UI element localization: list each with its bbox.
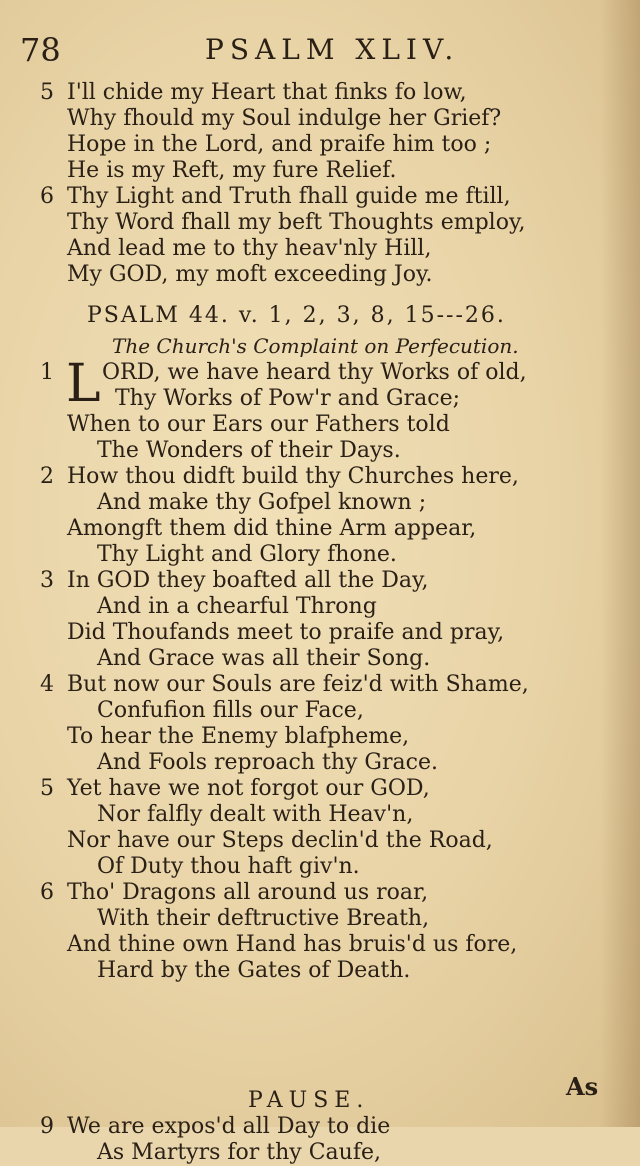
verse-line: Hope in the Lord, and praife him too ;: [67, 132, 492, 157]
verse-line: Nor falfly dealt with Heav'n,: [97, 802, 414, 827]
psalm-subtitle: The Church's Complaint on Perfecution.: [112, 334, 519, 358]
stanza: [0, 464, 640, 568]
stanza: [0, 1114, 640, 1166]
psalm-title: PSALM 44. v. 1, 2, 3, 8, 15---26.: [87, 303, 506, 328]
stanza: [0, 672, 640, 776]
verse-line: In GOD they boafted all the Day,: [67, 568, 429, 593]
verse-line: Of Duty thou haft giv'n.: [97, 854, 360, 879]
page-body: [0, 80, 640, 1166]
verse-line: Nor have our Steps declin'd the Road,: [67, 828, 493, 853]
verse-line: Amongft them did thine Arm appear,: [67, 516, 477, 541]
stanza: [0, 984, 640, 1088]
verse-line: Thy Works of Pow'r and Grace;: [115, 386, 461, 411]
catchword: As: [566, 1072, 599, 1101]
verse-line: As Martyrs for thy Caufe,: [97, 1140, 382, 1165]
verse-line: The Wonders of their Days.: [97, 438, 401, 463]
verse-line: Thy Light and Glory fhone.: [97, 542, 397, 567]
verse-line: And thine own Hand has bruis'd us fore,: [67, 932, 518, 957]
stanza: [0, 184, 640, 288]
verse-line: We are expos'd all Day to die: [67, 1114, 391, 1139]
verse-line: My GOD, my moft exceeding Joy.: [67, 262, 433, 287]
verse-line: Why fhould my Soul indulge her Grief?: [67, 106, 502, 131]
stanza-number: 3: [40, 568, 54, 593]
stanza: [0, 880, 640, 984]
stanza-number: 1: [40, 360, 54, 385]
page-number: 78: [20, 31, 61, 69]
drop-cap: L: [66, 354, 101, 414]
verse-line: And Fools reproach thy Grace.: [97, 750, 438, 775]
verse-line: How thou didft build thy Churches here,: [67, 464, 519, 489]
stanza: [0, 80, 640, 184]
verse-line: With their deftructive Breath,: [97, 906, 430, 931]
verse-line: Thy Word fhall my beft Thoughts employ,: [67, 210, 526, 235]
verse-line: Tho' Dragons all around us roar,: [67, 880, 429, 905]
stanza: [0, 776, 640, 880]
verse-line: But now our Souls are feiz'd with Shame,: [67, 672, 529, 697]
verse-line: And make thy Gofpel known ;: [97, 490, 427, 515]
verse-line: To hear the Enemy blafpheme,: [67, 724, 410, 749]
verse-line: Thy Light and Truth fhall guide me ftill,: [67, 184, 511, 209]
stanza: [0, 568, 640, 672]
verse-line: And lead me to thy heav'nly Hill,: [67, 236, 432, 261]
stanza: [0, 354, 640, 464]
stanza-number: 6: [40, 184, 54, 209]
verse-line: I'll chide my Heart that finks fo low,: [67, 80, 467, 105]
running-head: PSALM XLIV.: [205, 33, 460, 66]
stanza-number: 4: [40, 672, 54, 697]
verse-line: Confufion fills our Face,: [97, 698, 364, 723]
verse-line: When to our Ears our Fathers told: [67, 412, 450, 437]
verse-line: Did Thoufands meet to praife and pray,: [67, 620, 505, 645]
verse-line: And in a chearful Throng: [97, 594, 377, 619]
stanza-number: 9: [40, 1114, 54, 1139]
stanza-number: 5: [40, 776, 54, 801]
verse-line: He is my Reft, my fure Relief.: [67, 158, 397, 183]
stanza-number: 5: [40, 80, 54, 105]
pause-heading: PAUSE.: [248, 1088, 370, 1113]
verse-line: Yet have we not forgot our GOD,: [67, 776, 430, 801]
stanza-number: 2: [40, 464, 54, 489]
verse-line: ORD, we have heard thy Works of old,: [102, 360, 527, 385]
page-header: [0, 30, 640, 70]
verse-line: Hard by the Gates of Death.: [97, 958, 411, 983]
stanza-number: 6: [40, 880, 54, 905]
verse-line: And Grace was all their Song.: [97, 646, 431, 671]
